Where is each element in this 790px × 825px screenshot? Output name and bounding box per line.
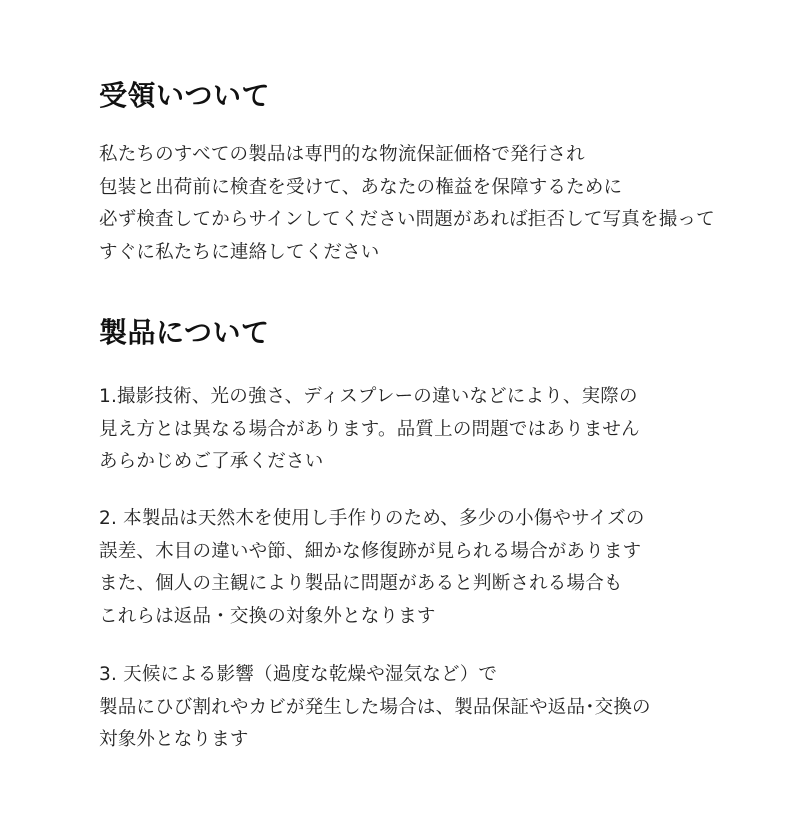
note-1-line-3: あらかじめご了承ください [99, 451, 324, 472]
product-note-3 [99, 659, 651, 757]
note-3-line-1: 3. 天候による影響（過度な乾燥や湿気など）で [99, 664, 498, 685]
receipt-line-3: 必ず検査してからサインしてください問題があれば拒否して写真を撮って [99, 209, 715, 230]
receipt-line-1: 私たちのすべての製品は専門的な物流保証価格で発行され [99, 144, 585, 165]
note-2-line-3: また、個人の主観により製品に問題があると判断される場合も [99, 573, 623, 594]
note-2-line-2: 誤差、木目の違いや節、細かな修復跡が見られる場合があります [99, 540, 642, 562]
note-1-line-1: 1.撮影技術、光の強さ、ディスプレーの違いなどにより、実際の [99, 386, 638, 407]
note-3-line-2: 製品にひび割れやカビが発生した場合は、製品保証や返品･交換の [99, 696, 651, 718]
note-2-line-4: これらは返品・交換の対象外となります [99, 605, 436, 627]
note-1-line-2: 見え方とは異なる場合があります。品質上の問題ではありません [99, 418, 640, 440]
product-note-2 [99, 503, 645, 633]
product-section-title: 製品について [99, 316, 270, 349]
receipt-section-title: 受領いついて [99, 79, 271, 112]
receipt-line-2: 包装と出荷前に検査を受けて、あなたの権益を保障するために [99, 176, 623, 198]
note-2-line-1: 2. 本製品は天然木を使用し手作りのため、多少の小傷やサイズの [99, 508, 645, 529]
receipt-line-4: すぐに私たちに連絡してください [99, 241, 380, 263]
product-note-1 [99, 381, 640, 479]
receipt-paragraph [99, 139, 715, 269]
note-3-line-3: 対象外となります [99, 729, 249, 750]
